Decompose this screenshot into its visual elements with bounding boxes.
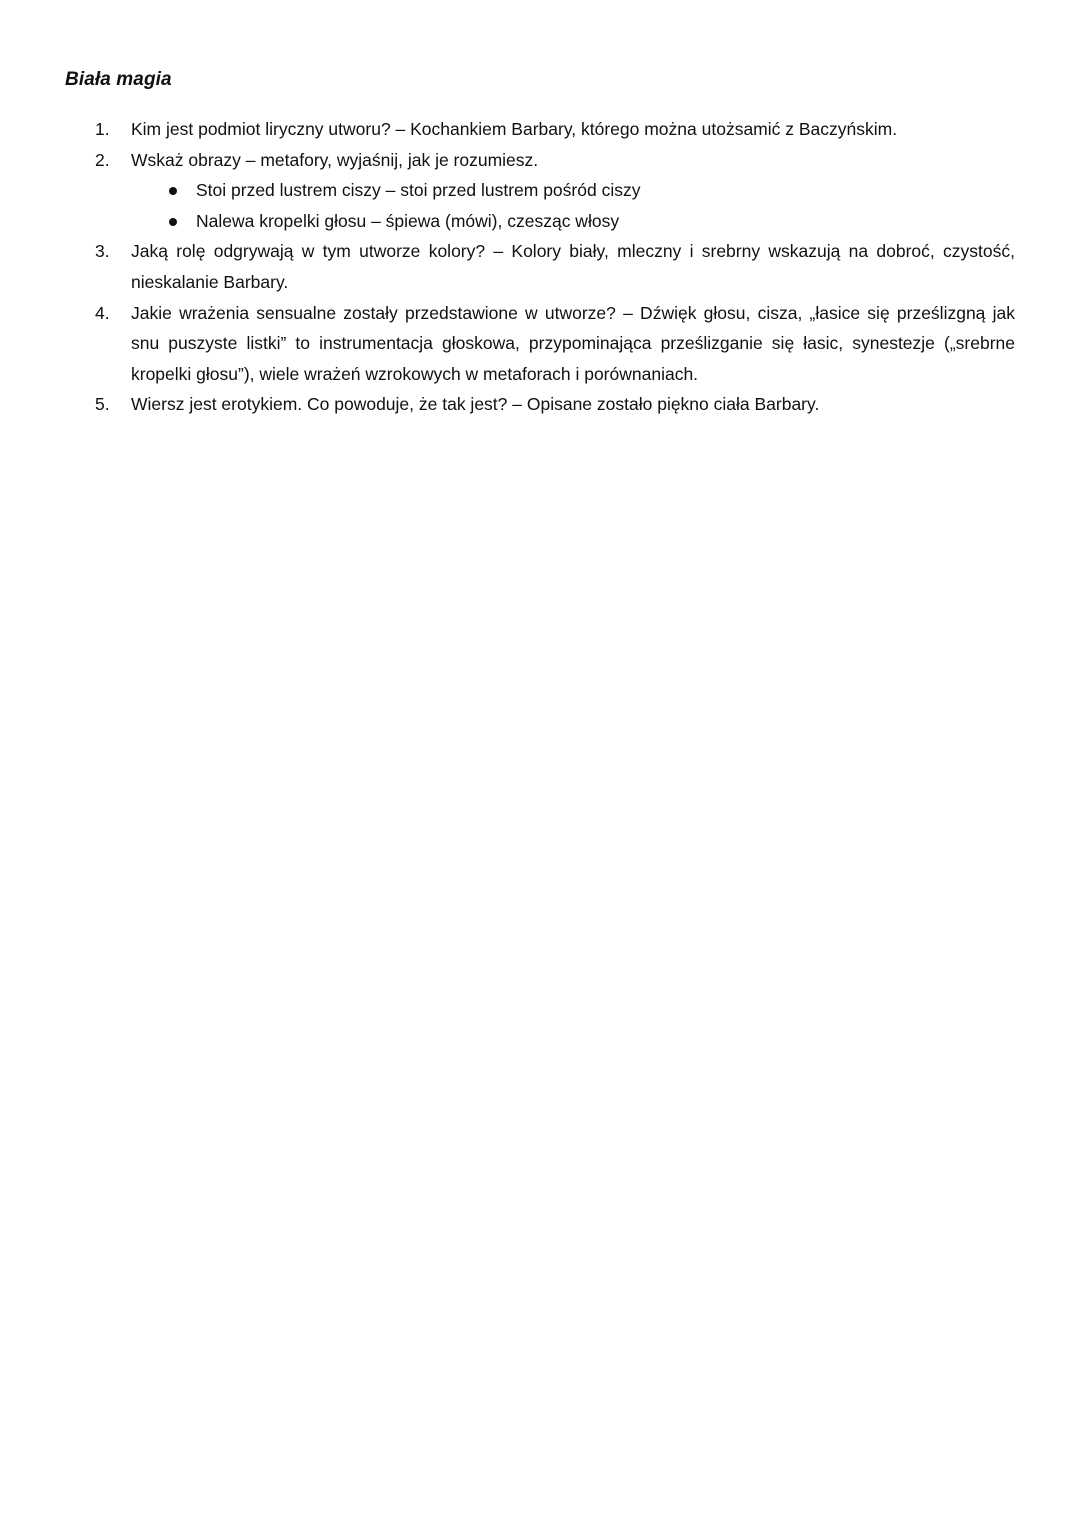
item-number: 2. [95,149,110,170]
item-number: 4. [95,302,110,323]
bullet-item [131,206,1015,237]
bullet-list [131,175,1015,236]
item-text: Jakie wrażenia sensualne zostały przedstawione w utworze? – Dźwięk głosu, cisza, „łasice się prześlizgną jak snu puszyste listki” to instrumentacja głoskowa, przypominająca prześlizganie się łasic, synestezje („srebrne kropelki głosu”), wiele wrażeń wzrokowych w metaforach i porównaniach. [131,302,1015,384]
item-text: Wiersz jest erotykiem. Co powoduje, że tak jest? – Opisane zostało piękno ciała Barbary. [131,394,820,415]
item-number: 3. [95,241,110,262]
bullet-icon [169,187,177,195]
list-item [95,298,1015,390]
bullet-item [131,175,1015,206]
bullet-text: Nalewa kropelki głosu – śpiewa (mówi), czesząc włosy [196,210,620,231]
item-text: Kim jest podmiot liryczny utworu? – Kochankiem Barbary, którego można utożsamić z Baczyńskim. [131,119,898,139]
item-text: Wskaż obrazy – metafory, wyjaśnij, jak je rozumiesz. [131,149,539,170]
list-item [95,389,1015,420]
bullet-icon [169,218,177,226]
item-number: 5. [95,394,110,415]
bullet-text: Stoi przed lustrem ciszy – stoi przed lustrem pośród ciszy [196,180,641,201]
list-item [95,236,1015,297]
item-number: 1. [95,119,110,139]
list-item [95,114,1015,145]
question-list [95,114,1015,420]
list-item [95,145,1015,237]
item-text: Jaką rolę odgrywają w tym utworze kolory? – Kolory biały, mleczny i srebrny wskazują na dobroć, czystość, nieskalanie Barbary. [131,241,1015,292]
document-title: Biała magia [65,69,172,90]
